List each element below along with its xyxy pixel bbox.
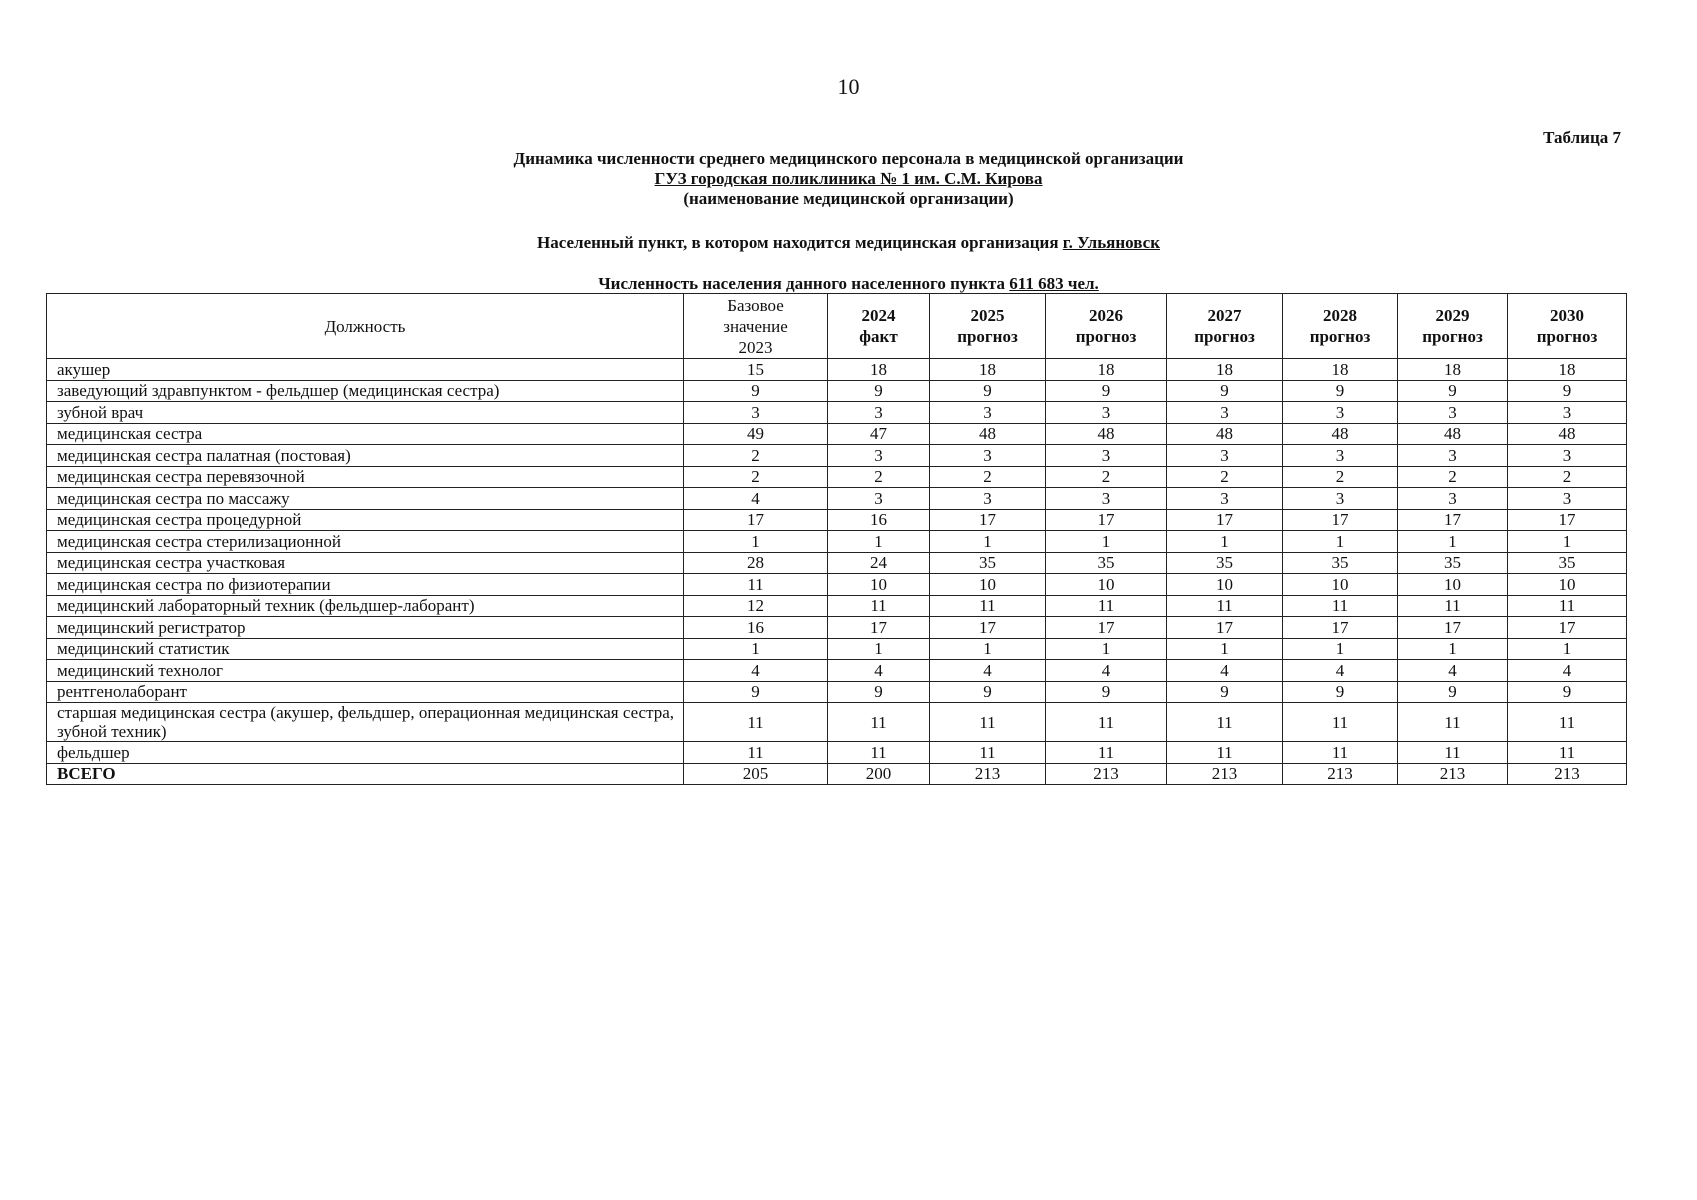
value-cell: 17: [1167, 617, 1283, 639]
value-cell: 9: [1398, 380, 1508, 402]
table-row: [47, 445, 1627, 467]
column-header-year: 2024: [861, 306, 896, 325]
value-cell: 3: [930, 488, 1046, 510]
value-cell: 4: [1398, 660, 1508, 682]
column-header-2024: [828, 294, 930, 359]
value-cell: 17: [684, 509, 828, 531]
total-cell: 213: [1508, 763, 1627, 785]
value-cell: 4: [930, 660, 1046, 682]
value-cell: 35: [1167, 552, 1283, 574]
position-name-cell: заведующий здравпунктом - фельдшер (медицинская сестра): [47, 380, 684, 402]
total-cell: 213: [1283, 763, 1398, 785]
value-cell: 17: [1283, 509, 1398, 531]
value-cell: 11: [930, 595, 1046, 617]
total-label: ВСЕГО: [47, 763, 684, 785]
total-cell: 213: [1398, 763, 1508, 785]
page-number: 10: [837, 74, 860, 99]
value-cell: 48: [1398, 423, 1508, 445]
table-row: [47, 423, 1627, 445]
value-cell: 3: [1508, 445, 1627, 467]
value-cell: 4: [684, 660, 828, 682]
value-cell: 4: [828, 660, 930, 682]
column-header-2029: [1398, 294, 1508, 359]
value-cell: 16: [828, 509, 930, 531]
value-cell: 2: [930, 466, 1046, 488]
column-header-2030: [1508, 294, 1627, 359]
value-cell: 11: [828, 595, 930, 617]
value-cell: 11: [1283, 595, 1398, 617]
value-cell: 9: [684, 681, 828, 703]
organization-value: ГУЗ городская поликлиника № 1 им. С.М. Кирова: [654, 169, 1043, 188]
value-cell: 18: [1283, 359, 1398, 381]
position-name-cell: акушер: [47, 359, 684, 381]
value-cell: 3: [828, 488, 930, 510]
value-cell: 1: [930, 638, 1046, 660]
value-cell: 11: [1046, 742, 1167, 764]
value-cell: 9: [1283, 380, 1398, 402]
table-row: [47, 638, 1627, 660]
value-cell: 2: [1046, 466, 1167, 488]
table-row: [47, 402, 1627, 424]
value-cell: 4: [684, 488, 828, 510]
value-cell: 9: [1398, 681, 1508, 703]
position-name-cell: медицинская сестра перевязочной: [47, 466, 684, 488]
value-cell: 35: [930, 552, 1046, 574]
column-header-year: 2029: [1435, 306, 1470, 325]
value-cell: 3: [1167, 445, 1283, 467]
table-row: [47, 466, 1627, 488]
value-cell: 28: [684, 552, 828, 574]
position-name-cell: медицинская сестра процедурной: [47, 509, 684, 531]
value-cell: 2: [1167, 466, 1283, 488]
position-name-cell: зубной врач: [47, 402, 684, 424]
value-cell: 3: [1283, 488, 1398, 510]
value-cell: 2: [1283, 466, 1398, 488]
value-cell: 10: [828, 574, 930, 596]
position-name-cell: медицинский статистик: [47, 638, 684, 660]
total-cell: 205: [684, 763, 828, 785]
column-header-2025: [930, 294, 1046, 359]
value-cell: 11: [1398, 595, 1508, 617]
value-cell: 15: [684, 359, 828, 381]
value-cell: 3: [684, 402, 828, 424]
column-header-2028: [1283, 294, 1398, 359]
value-cell: 48: [930, 423, 1046, 445]
position-name-cell: медицинский технолог: [47, 660, 684, 682]
table-body: [47, 359, 1627, 785]
value-cell: 10: [1508, 574, 1627, 596]
value-cell: 17: [1398, 617, 1508, 639]
position-name-cell: старшая медицинская сестра (акушер, фельдшер, операционная медицинская сестра, зубной техник): [47, 703, 684, 742]
value-cell: 18: [930, 359, 1046, 381]
value-cell: 18: [1508, 359, 1627, 381]
value-cell: 1: [1046, 638, 1167, 660]
table-row: [47, 595, 1627, 617]
value-cell: 3: [1508, 402, 1627, 424]
value-cell: 9: [930, 380, 1046, 402]
value-cell: 1: [684, 531, 828, 553]
column-header-kind: прогноз: [1194, 327, 1255, 346]
value-cell: 17: [1283, 617, 1398, 639]
value-cell: 1: [1283, 531, 1398, 553]
value-cell: 11: [930, 742, 1046, 764]
column-header-kind: факт: [859, 327, 898, 346]
value-cell: 3: [828, 445, 930, 467]
value-cell: 35: [1283, 552, 1398, 574]
column-header-year: 2028: [1323, 306, 1357, 325]
value-cell: 17: [930, 617, 1046, 639]
value-cell: 3: [1398, 488, 1508, 510]
value-cell: 48: [1167, 423, 1283, 445]
position-name-cell: медицинский лабораторный техник (фельдшер-лаборант): [47, 595, 684, 617]
population-line: [0, 274, 1697, 294]
total-cell: 213: [1167, 763, 1283, 785]
value-cell: 1: [1508, 531, 1627, 553]
value-cell: 48: [1283, 423, 1398, 445]
value-cell: 11: [1398, 703, 1508, 742]
value-cell: 1: [1283, 638, 1398, 660]
value-cell: 3: [1398, 445, 1508, 467]
value-cell: 9: [930, 681, 1046, 703]
column-header-kind: прогноз: [1422, 327, 1483, 346]
position-name-cell: медицинская сестра палатная (постовая): [47, 445, 684, 467]
value-cell: 11: [684, 742, 828, 764]
table-number: Таблица 7: [1543, 128, 1621, 147]
organization-caption: (наименование медицинской организации): [683, 189, 1014, 208]
value-cell: 4: [1283, 660, 1398, 682]
position-name-cell: медицинская сестра: [47, 423, 684, 445]
value-cell: 1: [1167, 638, 1283, 660]
value-cell: 9: [1167, 681, 1283, 703]
value-cell: 11: [1508, 742, 1627, 764]
value-cell: 24: [828, 552, 930, 574]
value-cell: 11: [1167, 742, 1283, 764]
value-cell: 11: [1046, 703, 1167, 742]
value-cell: 9: [1046, 380, 1167, 402]
value-cell: 1: [828, 638, 930, 660]
value-cell: 2: [1508, 466, 1627, 488]
value-cell: 10: [930, 574, 1046, 596]
value-cell: 18: [1167, 359, 1283, 381]
value-cell: 1: [1398, 531, 1508, 553]
value-cell: 1: [1046, 531, 1167, 553]
value-cell: 10: [1167, 574, 1283, 596]
value-cell: 3: [1283, 402, 1398, 424]
value-cell: 17: [1508, 509, 1627, 531]
value-cell: 17: [1046, 509, 1167, 531]
value-cell: 2: [1398, 466, 1508, 488]
column-header-kind: прогноз: [1075, 327, 1137, 346]
column-header-base-line: Базовое: [727, 295, 784, 315]
value-cell: 35: [1046, 552, 1167, 574]
value-cell: 1: [1508, 638, 1627, 660]
value-cell: 1: [828, 531, 930, 553]
table-title: Динамика численности среднего медицинского персонала в медицинской организации: [513, 149, 1184, 168]
position-name-cell: фельдшер: [47, 742, 684, 764]
position-name-cell: медицинский регистратор: [47, 617, 684, 639]
position-name-cell: медицинская сестра участковая: [47, 552, 684, 574]
organization-name: [0, 169, 1697, 189]
table-row: [47, 660, 1627, 682]
column-header-year: 2027: [1207, 306, 1242, 325]
table-row: [47, 509, 1627, 531]
column-header-base: [684, 294, 828, 359]
value-cell: 3: [930, 445, 1046, 467]
settlement-line: [0, 233, 1697, 253]
column-header-position: Должность: [47, 294, 684, 359]
value-cell: 10: [1046, 574, 1167, 596]
value-cell: 11: [1167, 595, 1283, 617]
column-header-base-line: 2023: [738, 337, 773, 357]
value-cell: 10: [1283, 574, 1398, 596]
total-cell: 213: [1046, 763, 1167, 785]
value-cell: 11: [828, 742, 930, 764]
position-name-cell: медицинская сестра стерилизационной: [47, 531, 684, 553]
value-cell: 11: [828, 703, 930, 742]
value-cell: 9: [1283, 681, 1398, 703]
table-row: [47, 574, 1627, 596]
value-cell: 9: [1508, 380, 1627, 402]
column-header-year: 2025: [970, 306, 1005, 325]
value-cell: 11: [1167, 703, 1283, 742]
column-header-kind: прогноз: [1309, 327, 1371, 346]
value-cell: 11: [1046, 595, 1167, 617]
value-cell: 1: [1167, 531, 1283, 553]
total-cell: 213: [930, 763, 1046, 785]
value-cell: 47: [828, 423, 930, 445]
value-cell: 4: [1167, 660, 1283, 682]
value-cell: 49: [684, 423, 828, 445]
table-row: [47, 552, 1627, 574]
value-cell: 9: [1508, 681, 1627, 703]
value-cell: 17: [1398, 509, 1508, 531]
table-row: [47, 703, 1627, 742]
table-row: [47, 488, 1627, 510]
table-row: [47, 617, 1627, 639]
table-row: [47, 531, 1627, 553]
value-cell: 10: [1398, 574, 1508, 596]
value-cell: 3: [1508, 488, 1627, 510]
value-cell: 11: [684, 574, 828, 596]
settlement-label: Населенный пункт, в котором находится медицинская организация: [537, 233, 1059, 252]
value-cell: 9: [828, 681, 930, 703]
position-name-cell: медицинская сестра по массажу: [47, 488, 684, 510]
value-cell: 11: [1398, 742, 1508, 764]
column-header-year: 2030: [1550, 306, 1584, 325]
value-cell: 3: [1046, 488, 1167, 510]
total-cell: 200: [828, 763, 930, 785]
value-cell: 35: [1508, 552, 1627, 574]
value-cell: 11: [1283, 742, 1398, 764]
value-cell: 9: [1046, 681, 1167, 703]
value-cell: 18: [828, 359, 930, 381]
value-cell: 11: [930, 703, 1046, 742]
value-cell: 2: [684, 466, 828, 488]
value-cell: 3: [1398, 402, 1508, 424]
value-cell: 3: [1046, 402, 1167, 424]
value-cell: 48: [1046, 423, 1167, 445]
value-cell: 1: [684, 638, 828, 660]
value-cell: 1: [1398, 638, 1508, 660]
population-label: Численность населения данного населенного пункта: [598, 274, 1006, 293]
column-header-2026: [1046, 294, 1167, 359]
column-header-kind: прогноз: [1536, 327, 1598, 346]
value-cell: 3: [1167, 402, 1283, 424]
value-cell: 17: [1046, 617, 1167, 639]
table-row: [47, 742, 1627, 764]
table-header-row: [47, 294, 1627, 359]
value-cell: 9: [828, 380, 930, 402]
value-cell: 4: [1508, 660, 1627, 682]
table-row: [47, 380, 1627, 402]
value-cell: 17: [1167, 509, 1283, 531]
staff-dynamics-table: [46, 293, 1627, 785]
table-row: [47, 681, 1627, 703]
column-header-year: 2026: [1089, 306, 1123, 325]
value-cell: 11: [684, 703, 828, 742]
column-header-base-line: значение: [723, 316, 788, 336]
total-row: [47, 763, 1627, 785]
population-value: 611 683 чел.: [1009, 274, 1099, 293]
value-cell: 3: [828, 402, 930, 424]
value-cell: 3: [930, 402, 1046, 424]
value-cell: 11: [1508, 703, 1627, 742]
value-cell: 2: [828, 466, 930, 488]
value-cell: 18: [1046, 359, 1167, 381]
value-cell: 3: [1167, 488, 1283, 510]
value-cell: 4: [1046, 660, 1167, 682]
value-cell: 9: [684, 380, 828, 402]
value-cell: 18: [1398, 359, 1508, 381]
value-cell: 2: [684, 445, 828, 467]
position-name-cell: рентгенолаборант: [47, 681, 684, 703]
settlement-value: г. Ульяновск: [1062, 233, 1160, 252]
value-cell: 3: [1046, 445, 1167, 467]
value-cell: 9: [1167, 380, 1283, 402]
value-cell: 17: [1508, 617, 1627, 639]
value-cell: 17: [828, 617, 930, 639]
position-name-cell: медицинская сестра по физиотерапии: [47, 574, 684, 596]
column-header-2027: [1167, 294, 1283, 359]
value-cell: 35: [1398, 552, 1508, 574]
value-cell: 11: [1508, 595, 1627, 617]
value-cell: 3: [1283, 445, 1398, 467]
value-cell: 11: [1283, 703, 1398, 742]
value-cell: 16: [684, 617, 828, 639]
table-row: [47, 359, 1627, 381]
value-cell: 17: [930, 509, 1046, 531]
value-cell: 1: [930, 531, 1046, 553]
value-cell: 12: [684, 595, 828, 617]
value-cell: 48: [1508, 423, 1627, 445]
column-header-kind: прогноз: [957, 327, 1018, 346]
